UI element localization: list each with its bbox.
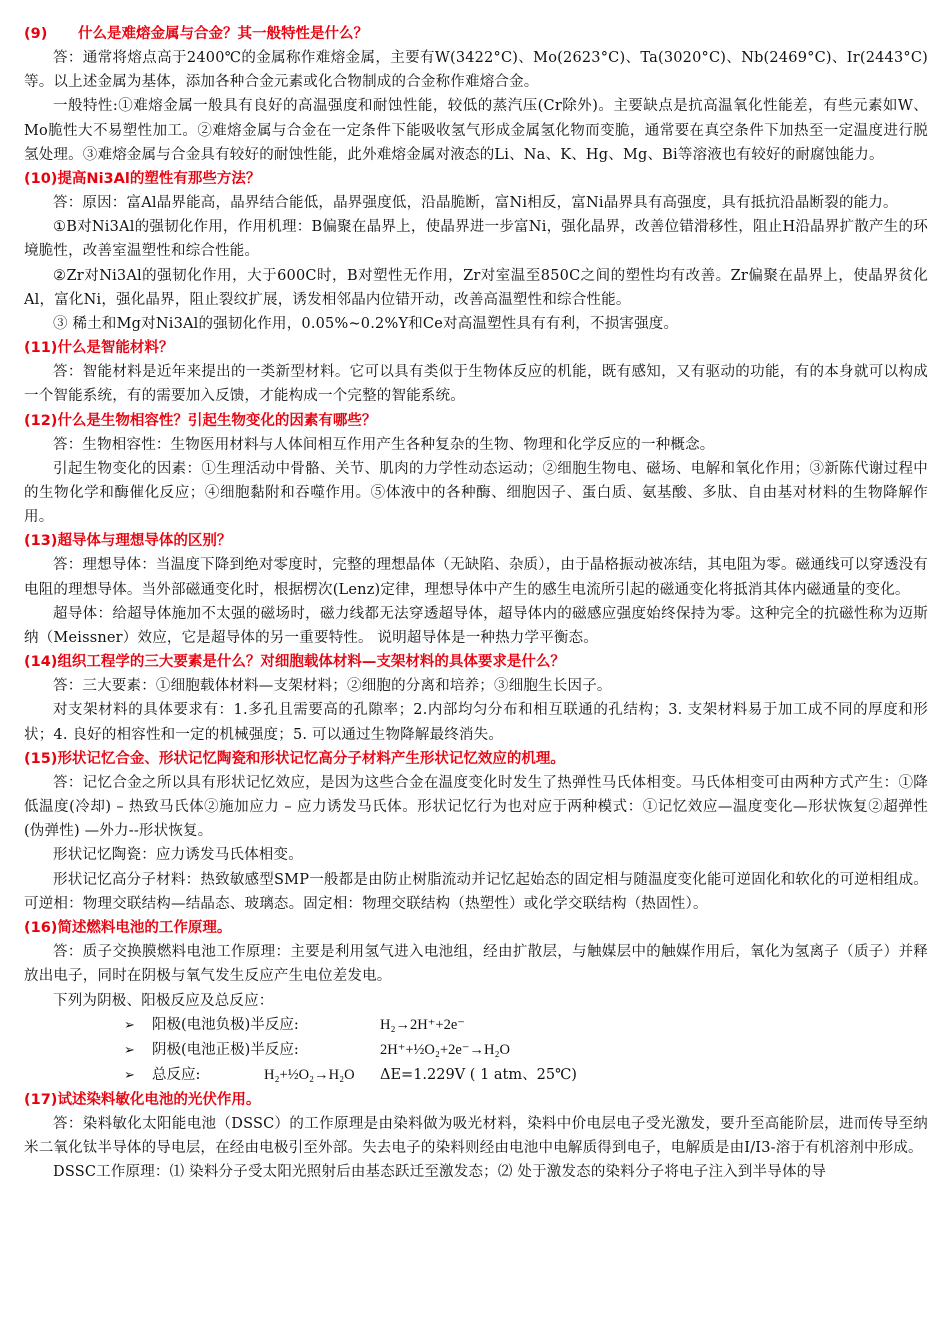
answer-paragraph: 答：理想导体：当温度下降到绝对零度时，完整的理想晶体（无缺陷、杂质），由于晶格振动被冻结，其电阻为零。磁通线可以穿透没有电阻的理想导体。当外部磁通变化时，根据楞次(Lenz)定律，理想导体中产生的感生电流所引起的磁通变化将抵消其体内磁通量的变化。 xyxy=(24,557,928,598)
question-title: 什么是智能材料？ xyxy=(57,340,174,357)
question-title: 简述燃料电池的工作原理。 xyxy=(57,920,232,937)
answer-paragraph: 一般特性:①难熔金属一般具有良好的高温强度和耐蚀性能，较低的蒸汽压(Cr除外)。主要缺点是抗高温氧化性能差，有些元素如W、Mo脆性大不易塑性加工。②难熔金属与合金在一定条件下能吸收氢气形成金属氢化物而变脆，通常要在真空条件下加热至一定温度进行脱氢处理。③难熔金属与合金具有较好的耐蚀性能，此外难熔金属对液态的Li、Na、K、Hg、Mg、Bi等溶液也有较好的耐腐蚀能力。 xyxy=(24,98,928,163)
question-title: 什么是难熔金属与合金？其一般特性是什么？ xyxy=(78,26,368,42)
question-number: (15) xyxy=(24,750,58,767)
answer-paragraph: 超导体：给超导体施加不太强的磁场时，磁力线都无法穿透超导体，超导体内的磁感应强度始终保持为零。这种完全的抗磁性称为迈斯纳（Meissner）效应，它是超导体的另一重要特性。 说明超导体是一种热力学平衡态。 xyxy=(24,605,928,647)
question-title: 超导体与理想导体的区别？ xyxy=(57,533,232,550)
question-number: (13) xyxy=(24,533,58,550)
reaction-label: 阳极(电池负极)半反应: xyxy=(152,1016,299,1033)
question-heading xyxy=(24,409,928,433)
total-reaction xyxy=(24,1063,928,1088)
question-heading xyxy=(24,336,928,360)
question-number: (16) xyxy=(24,920,58,937)
answer-paragraph: 答：三大要素：①细胞载体材料—支架材料；②细胞的分离和培养；③细胞生长因子。 xyxy=(53,678,612,695)
arrow-bullet-icon: ➢ xyxy=(124,1017,135,1033)
answer-paragraph: 答：染料敏化太阳能电池（DSSC）的工作原理是由染料做为吸光材料，染料中价电层电子受光激发，要升至高能阶层，进而传导至纳米二氧化钛半导体的导电层，在经由电极引至外部。失去电子的染料则经由电池中电解质得到电子，电解质是由I/I3-溶于有机溶剂中形成。 xyxy=(24,1115,928,1156)
answer-paragraph: 答：记忆合金之所以具有形状记忆效应，是因为这些合金在温度变化时发生了热弹性马氏体相变。马氏体相变可由两种方式产生：①降低温度(冷却) – 热致马氏体②施加应力 – 应力诱发马氏体。形状记忆行为也对应于两种模式：①记忆效应—温度变化—形状恢复②超弹性(伪弹性) —外力--形状恢复。 xyxy=(24,774,928,840)
question-number: (9) xyxy=(24,26,48,42)
question-title: 提高Ni3Al的塑性有那些方法？ xyxy=(57,171,261,188)
answer-paragraph: 形状记忆高分子材料：热致敏感型SMP一般都是由防止树脂流动并记忆起始态的固定相与随温度变化能可逆固化和软化的可逆相组成。可逆相：物理交联结构—结晶态、玻璃态。固定相：物理交联结构（热塑性）或化学交联结构（热固性）。 xyxy=(24,871,928,912)
arrow-bullet-icon: ➢ xyxy=(124,1042,135,1058)
answer-paragraph: DSSC工作原理：⑴ 染料分子受太阳光照射后由基态跃迁至激发态；⑵ 处于激发态的染料分子将电子注入到半导体的导 xyxy=(53,1164,827,1181)
reaction-equation: H₂→2H⁺+2e⁻ xyxy=(380,1016,465,1033)
answer-paragraph: 答：通常将熔点高于2400℃的金属称作难熔金属，主要有W(3422°C)、Mo(2623°C)、Ta(3020°C)、Nb(2469°C)、Ir(2443°C)等。以上述金属为基体，添加各种合金元素或化合物制成的合金称作难熔合金。 xyxy=(24,50,928,91)
answer-paragraph: ②Zr对Ni3Al的强韧化作用，大于600C时，B对塑性无作用，Zr对室温至850C之间的塑性均有改善。Zr偏聚在晶界上，使晶界贫化Al，富化Ni，强化晶界，阻止裂纹扩展，诱发相邻晶内位错开动，改善高温塑性和综合性能。 xyxy=(24,267,928,308)
question-heading xyxy=(24,22,928,46)
question-heading xyxy=(24,747,928,771)
question-number: (17) xyxy=(24,1091,58,1108)
question-heading xyxy=(24,916,928,940)
question-heading xyxy=(24,650,928,674)
question-heading xyxy=(24,167,928,191)
answer-paragraph: ③ 稀土和Mg对Ni3Al的强韧化作用，0.05%~0.2%Y和Ce对高温塑性具有有利，不损害强度。 xyxy=(53,316,679,333)
answer-paragraph: 下列为阴极、阳极反应及总反应： xyxy=(53,992,274,1009)
question-number: (14) xyxy=(24,654,58,671)
answer-paragraph: 答：质子交换膜燃料电池工作原理：主要是利用氢气进入电池组，经由扩散层，与触媒层中的触媒作用后，氧化为氢离子（质子）并释放出电子，同时在阴极与氧气发生反应产生电位差发电。 xyxy=(24,944,928,985)
answer-paragraph: 答：原因：富Al晶界能高，晶界结合能低，晶界强度低，沿晶脆断，富Ni相反，富Ni晶界具有高强度，具有抵抗沿晶断裂的能力。 xyxy=(53,195,898,212)
question-title: 组织工程学的三大要素是什么？对细胞载体材料—支架材料的具体要求是什么？ xyxy=(57,654,565,671)
question-title: 试述染料敏化电池的光伏作用。 xyxy=(57,1091,261,1108)
question-title: 什么是生物相容性？引起生物变化的因素有哪些？ xyxy=(57,412,377,429)
answer-paragraph: ①B对Ni3Al的强韧化作用，作用机理：B偏聚在晶界上，使晶界进一步富Ni，强化晶界，改善位错滑移性，阻止H沿晶界扩散产生的环境脆性，改善室温塑性和综合性能。 xyxy=(24,219,928,260)
question-heading xyxy=(24,529,928,553)
reaction-label: 总反应: xyxy=(152,1066,201,1083)
answer-paragraph: 答：生物相容性：生物医用材料与人体间相互作用产生各种复杂的生物、物理和化学反应的一种概念。 xyxy=(53,436,715,453)
answer-paragraph: 形状记忆陶瓷：应力诱发马氏体相变。 xyxy=(53,847,303,864)
question-number: (11) xyxy=(24,340,58,357)
reaction-equation: 2H⁺+½O₂+2e⁻→H₂O xyxy=(380,1041,510,1058)
question-number: (12) xyxy=(24,412,58,429)
cathode-reaction xyxy=(24,1038,928,1063)
question-title: 形状记忆合金、形状记忆陶瓷和形状记忆高分子材料产生形状记忆效应的机理。 xyxy=(57,750,565,767)
anode-reaction xyxy=(24,1013,928,1038)
question-heading xyxy=(24,1088,928,1112)
reaction-potential: ΔE=1.229V ( 1 atm、25℃) xyxy=(380,1066,577,1083)
reaction-label: 阴极(电池正极)半反应: xyxy=(152,1041,299,1058)
document-page xyxy=(24,22,928,1184)
answer-paragraph: 答：智能材料是近年来提出的一类新型材料。它可以具有类似于生物体反应的机能，既有感知，又有驱动的功能，有的本身就可以构成一个智能系统，有的需要加入反馈，才能构成一个完整的智能系统。 xyxy=(24,364,928,405)
reaction-equation: H₂+½O₂→H₂O xyxy=(264,1066,355,1083)
answer-paragraph: 引起生物变化的因素：①生理活动中骨骼、关节、肌肉的力学性动态运动；②细胞生物电、磁场、电解和氧化作用；③新陈代谢过程中的生物化学和酶催化反应；④细胞黏附和吞噬作用。⑤体液中的各种酶、细胞因子、蛋白质、氨基酸、多肽、自由基对材料的生物降解作用。 xyxy=(24,460,928,526)
arrow-bullet-icon: ➢ xyxy=(124,1067,135,1083)
answer-paragraph: 对支架材料的具体要求有：1.多孔且需要高的孔隙率；2.内部均匀分布和相互联通的孔结构；3. 支架材料易于加工成不同的厚度和形状；4. 良好的相容性和一定的机械强度；5. 可以通过生物降解最终消失。 xyxy=(24,702,928,743)
question-number: (10) xyxy=(24,171,58,188)
